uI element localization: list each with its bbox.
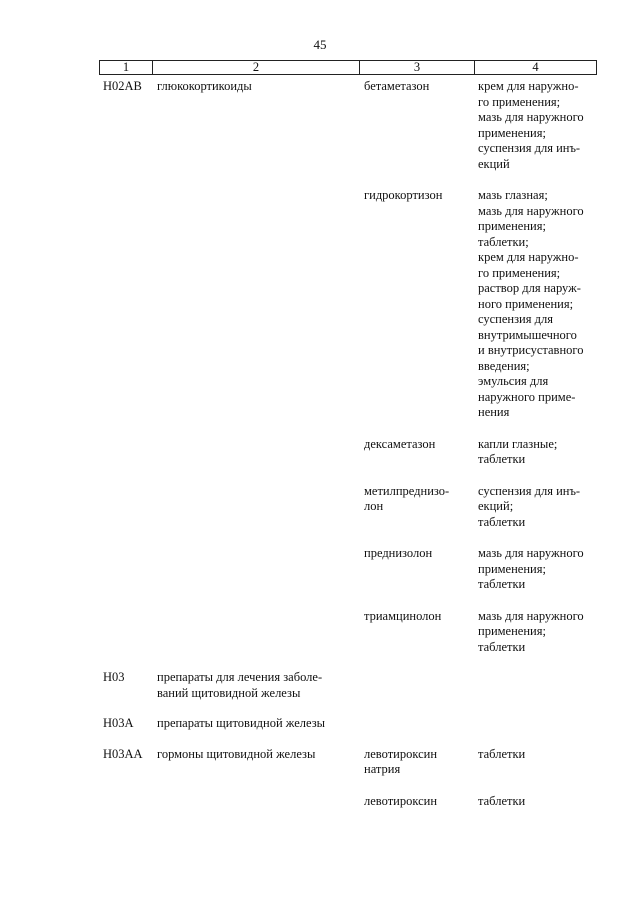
dosage-form-line: екций [478, 156, 510, 171]
dosage-form-line: применения; [478, 219, 546, 233]
drug-entry [0, 437, 640, 468]
dosage-form-line: екций; [478, 499, 514, 513]
dosage-forms [478, 794, 598, 810]
drug-name [364, 79, 468, 95]
group-name-line: ваний щитовидной железы [157, 685, 301, 700]
table-row [0, 670, 640, 701]
atc-code: H03AA [103, 746, 143, 761]
table-body [0, 79, 640, 824]
drug-name-line: левотироксин [364, 746, 438, 761]
dosage-forms [478, 609, 598, 656]
dosage-form-line: применения; [478, 624, 546, 638]
dosage-form-line: мазь для наружного [478, 203, 584, 218]
dosage-form-line: таблетки [478, 577, 526, 591]
dosage-forms [478, 437, 598, 468]
table-row [0, 747, 640, 810]
drug-entry [0, 546, 640, 593]
dosage-forms [478, 484, 598, 531]
dosage-form-line: крем для наружно- [478, 79, 579, 93]
drug-name [364, 747, 468, 778]
atc-code: H03 [103, 670, 125, 684]
drug-name-line: дексаметазон [364, 436, 436, 451]
drug-name-line: левотироксин [364, 793, 438, 808]
drug-entry [0, 794, 640, 810]
drug-entry [0, 484, 640, 531]
dosage-form-line: введения; [478, 358, 530, 373]
header-col-3: 3 [359, 61, 474, 74]
atc-code: H03A [103, 716, 134, 730]
drug-name [364, 188, 468, 204]
header-col-1: 1 [122, 60, 130, 74]
drug-name-line: лон [364, 499, 384, 513]
dosage-form-line: внутримышечного [478, 327, 577, 342]
atc-code: H02AB [103, 79, 142, 93]
dosage-form-line: применения; [478, 125, 546, 140]
group-name-line: гормоны щитовидной железы [157, 746, 316, 761]
dosage-form-line: наружного приме- [478, 389, 576, 404]
drug-name [364, 609, 468, 625]
page-number: 45 [313, 37, 327, 52]
drug-name-line: натрия [364, 762, 401, 776]
dosage-form-line: суспензия для инъ- [478, 483, 581, 498]
drug-name [364, 484, 468, 515]
drug-name-line: бетаметазон [364, 79, 430, 93]
dosage-forms [478, 747, 598, 763]
dosage-form-line: и внутрисуставного [478, 343, 584, 357]
dosage-form-line: таблетки [478, 793, 526, 808]
drug-name-line: метилпреднизо- [364, 483, 450, 498]
header-col-4: 4 [474, 61, 596, 74]
dosage-form-line: мазь для наружного [478, 608, 584, 623]
dosage-form-line: крем для наружно- [478, 250, 579, 264]
dosage-form-line: мазь для наружного [478, 546, 584, 560]
dosage-form-line: суспензия для [478, 312, 553, 326]
dosage-form-line: го применения; [478, 265, 561, 280]
dosage-form-line: таблетки [478, 746, 526, 761]
group-name-line: глюкокортикоиды [157, 79, 252, 93]
group-name-line: препараты для лечения заболе- [157, 670, 323, 684]
group-name [157, 716, 352, 732]
dosage-form-line: таблетки [478, 514, 526, 529]
drug-name-line: триамцинолон [364, 608, 442, 623]
group-name [157, 670, 352, 701]
dosage-forms [478, 188, 598, 421]
drug-entry [0, 188, 640, 421]
dosage-form-line: го применения; [478, 94, 561, 109]
table-row [0, 716, 640, 732]
header-col-2: 2 [152, 61, 359, 74]
drug-entry [0, 79, 640, 172]
drug-name [364, 437, 468, 453]
drug-entry [0, 609, 640, 656]
dosage-form-line: суспензия для инъ- [478, 141, 581, 155]
dosage-forms [478, 79, 598, 172]
dosage-form-line: таблетки [478, 639, 526, 654]
drug-name-line: гидрокортизон [364, 188, 443, 202]
drug-name [364, 794, 468, 810]
dosage-form-line: таблетки [478, 452, 526, 466]
drug-name [364, 546, 468, 562]
dosage-forms [478, 546, 598, 593]
dosage-form-line: мазь для наружного [478, 110, 584, 124]
group-name-line: препараты щитовидной железы [157, 716, 326, 730]
dosage-form-line: применения; [478, 561, 546, 576]
dosage-form-line: ного применения; [478, 296, 574, 311]
dosage-form-line: капли глазные; [478, 436, 558, 451]
dosage-form-line: эмульсия для [478, 374, 549, 388]
table-row [0, 79, 640, 655]
table-header [99, 60, 597, 75]
dosage-form-line: нения [478, 405, 510, 419]
drug-entry [0, 747, 640, 778]
dosage-form-line: раствор для наруж- [478, 281, 581, 295]
dosage-form-line: мазь глазная; [478, 188, 548, 202]
drug-name-line: преднизолон [364, 546, 433, 560]
dosage-form-line: таблетки; [478, 234, 529, 249]
